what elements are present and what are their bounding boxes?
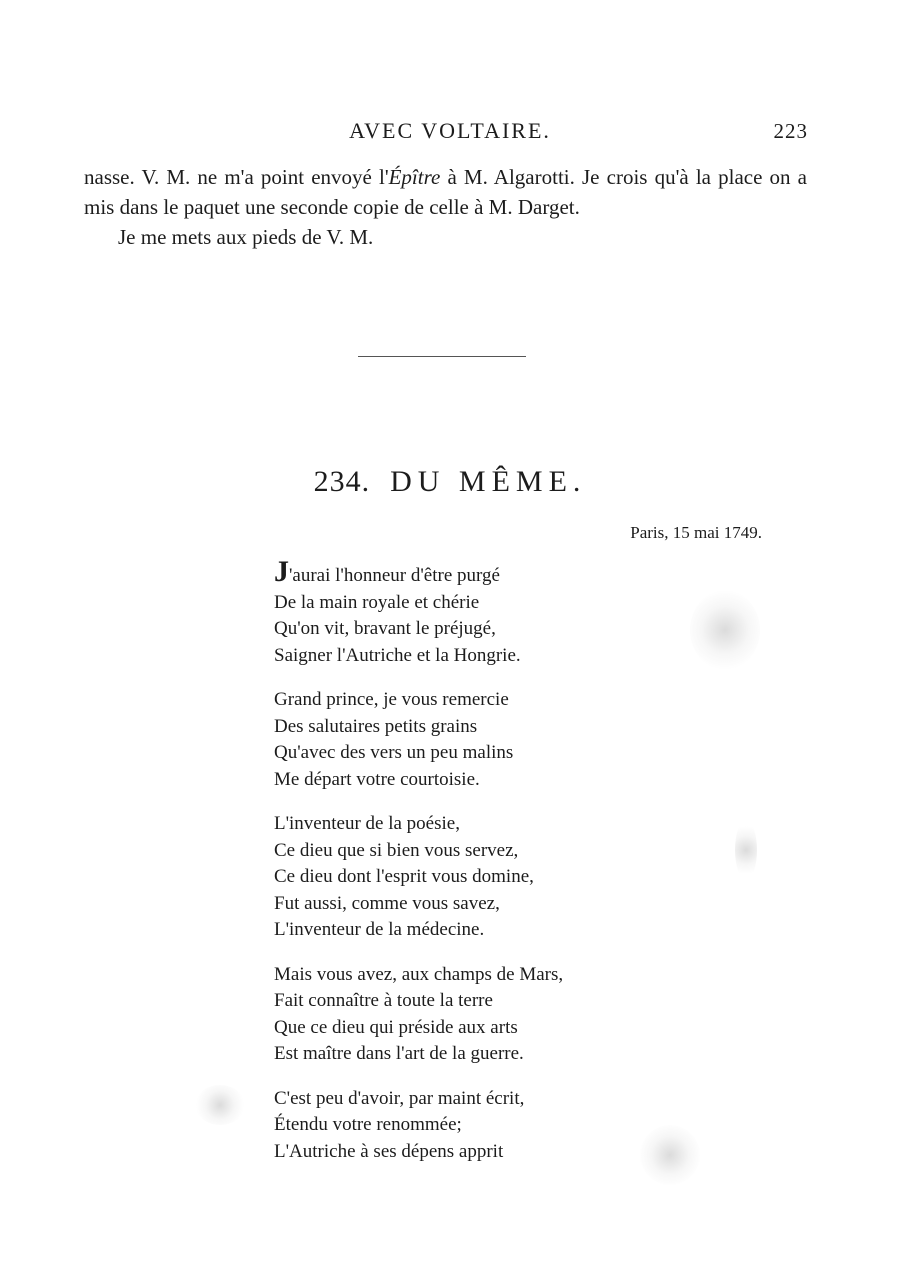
stanza — [274, 1086, 654, 1166]
running-title: AVEC VOLTAIRE. — [349, 118, 551, 143]
verse-line: L'inventeur de la médecine. — [274, 919, 485, 940]
paper-stain — [690, 590, 760, 670]
verse-line: De la main royale et chérie — [274, 591, 480, 613]
stanza — [274, 687, 654, 793]
verse-line: Fait connaître à toute la terre — [274, 990, 493, 1011]
verse-line: L'inventeur de la poésie, — [274, 813, 460, 834]
drop-cap: J — [274, 555, 289, 588]
verse-text: 'aurai l'honneur d'être purgé — [289, 565, 500, 586]
verse-line: Mais vous avez, aux champs de Mars, — [274, 963, 564, 985]
paper-stain — [640, 1125, 700, 1185]
prose-text: nasse. V. M. ne m'a point envoyé l' — [84, 165, 389, 189]
page-number: 223 — [773, 119, 808, 143]
verse-line: Grand prince, je vous remercie — [274, 689, 509, 710]
verse-line: Des salutaires petits grains — [274, 715, 478, 737]
stanza — [274, 962, 654, 1068]
verse-line: Fut aussi, comme vous savez, — [274, 892, 500, 914]
paper-stain — [735, 820, 757, 880]
paper-stain — [195, 1085, 245, 1125]
verse-line: Qu'avec des vers un peu malins — [274, 742, 514, 763]
italic-title: Épître — [388, 165, 441, 189]
verse-line: Étendu votre renommée; — [274, 1114, 462, 1135]
verse-line: Me départ votre courtoisie. — [274, 768, 480, 790]
prose-block — [84, 162, 807, 252]
dateline: Paris, 15 mai 1749. — [630, 523, 762, 542]
verse-line — [274, 555, 654, 590]
section-divider — [358, 356, 526, 357]
prose-paragraph — [84, 162, 807, 222]
verse-line: L'Autriche à ses dépens apprit — [274, 1140, 504, 1162]
verse-line: Saigner l'Autriche et la Hongrie. — [274, 644, 521, 666]
verse-line: Que ce dieu qui préside aux arts — [274, 1016, 518, 1038]
letter-heading — [0, 460, 900, 504]
verse-line: C'est peu d'avoir, par maint écrit, — [274, 1087, 525, 1109]
stanza — [274, 555, 654, 669]
verse-line: Ce dieu dont l'esprit vous domine, — [274, 866, 534, 887]
prose-text: à M. Algarotti. Je crois qu'à la place on a mis dans le paquet une seconde copie de celle à M. Darget. — [84, 165, 807, 219]
running-head — [0, 116, 900, 146]
letter-number: 234. — [313, 465, 371, 498]
verse-line: Ce dieu que si bien vous servez, — [274, 839, 519, 861]
poem — [274, 555, 654, 1183]
verse-line: Qu'on vit, bravant le préjugé, — [274, 618, 496, 639]
verse-line: Est maître dans l'art de la guerre. — [274, 1043, 524, 1064]
letter-title: DU MÊME. — [390, 465, 587, 498]
stanza — [274, 811, 654, 944]
prose-paragraph: Je me mets aux pieds de V. M. — [118, 225, 374, 249]
